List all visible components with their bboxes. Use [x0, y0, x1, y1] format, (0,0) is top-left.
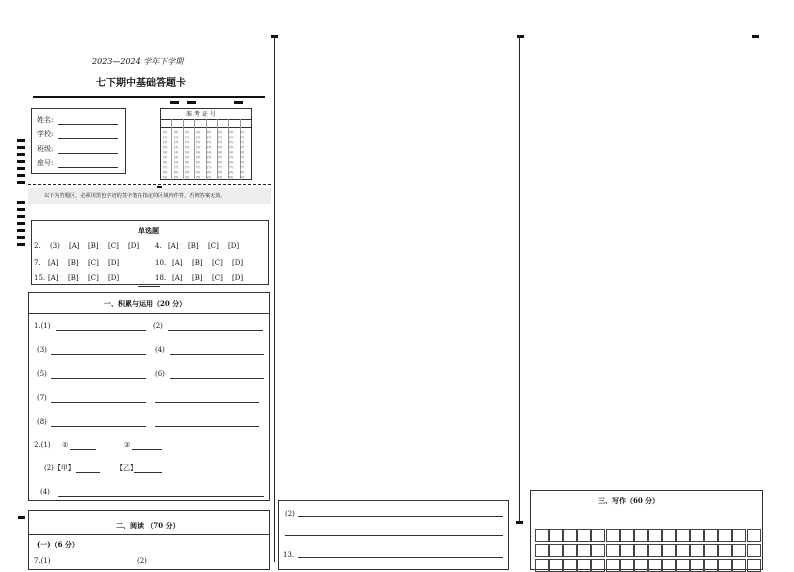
school-field[interactable]	[58, 138, 118, 139]
writing-cell[interactable]	[620, 529, 634, 542]
mc-option[interactable]: [D]	[232, 259, 244, 267]
q2-1-b-label: ②	[124, 441, 131, 449]
exam-id-digit[interactable]: [1]	[218, 135, 223, 139]
exam-id-digit[interactable]: [0]	[163, 130, 168, 134]
exam-id-digit[interactable]: [1]	[174, 135, 179, 139]
middle-label-1: (2)	[285, 510, 295, 518]
exam-id-digit[interactable]: [3]	[196, 145, 201, 149]
mc-option[interactable]: [C]	[212, 274, 223, 282]
registration-mark	[17, 222, 25, 225]
exam-id-digit[interactable]: [0]	[174, 130, 179, 134]
q2-1-a-label: ①	[62, 441, 69, 449]
cut-line	[28, 184, 271, 185]
exam-id-digit[interactable]: [9]	[196, 175, 201, 179]
writing-cell[interactable]	[718, 529, 732, 542]
writing-cell[interactable]	[577, 544, 591, 557]
q7-2-label: (2)	[137, 557, 147, 565]
exam-id-digit[interactable]: [7]	[163, 165, 168, 169]
q1-7b-field[interactable]	[155, 402, 259, 403]
q7-1-label: 7.(1)	[34, 557, 51, 565]
writing-cell[interactable]	[620, 559, 634, 572]
mc-question-number: 15.	[34, 274, 46, 282]
q1-3-field[interactable]	[51, 354, 146, 355]
writing-cell[interactable]	[577, 529, 591, 542]
exam-id-digit[interactable]: [0]	[207, 130, 212, 134]
notice-text: 以下为答题区，必须用黑色字迹的签字笔在指定的区域内作答，否则答案无效。	[44, 193, 226, 199]
registration-mark	[17, 201, 25, 204]
mc-question-number: 10.	[155, 259, 167, 267]
exam-id-digit[interactable]: [5]	[240, 155, 245, 159]
registration-mark	[17, 236, 25, 239]
exam-id-digit[interactable]: [2]	[174, 140, 179, 144]
exam-id-digit[interactable]: [8]	[174, 170, 179, 174]
q1-3-label: (3)	[37, 346, 47, 354]
section2-title: 二、阅读 （70 分）	[116, 521, 180, 530]
exam-id-digit[interactable]: [5]	[185, 155, 190, 159]
q1-1-label: 1.(1)	[34, 322, 51, 330]
q1-5-label: (5)	[37, 370, 47, 378]
exam-id-digit[interactable]: [3]	[240, 145, 245, 149]
exam-id-digit[interactable]: [8]	[240, 170, 245, 174]
exam-id-digit[interactable]: [4]	[240, 150, 245, 154]
exam-id-digit[interactable]: [9]	[207, 175, 212, 179]
writing-cell[interactable]	[732, 544, 746, 557]
writing-cell[interactable]	[747, 559, 761, 572]
exam-id-digit[interactable]: [8]	[218, 170, 223, 174]
exam-id-digit[interactable]: [3]	[218, 145, 223, 149]
writing-cell[interactable]	[549, 529, 563, 542]
exam-id-digit[interactable]: [2]	[218, 140, 223, 144]
writing-cell[interactable]	[676, 544, 690, 557]
writing-cell[interactable]	[732, 559, 746, 572]
mc-title: 单选题	[138, 226, 159, 235]
exam-id-digit[interactable]: [7]	[240, 165, 245, 169]
q1-8-label: (8)	[37, 418, 47, 426]
exam-id-digit[interactable]: [9]	[174, 175, 179, 179]
exam-id-digit[interactable]: [6]	[218, 160, 223, 164]
mc-question-number: 7.	[34, 259, 41, 267]
exam-id-digit[interactable]: [8]	[163, 170, 168, 174]
writing-cell[interactable]	[563, 544, 577, 557]
mc-option[interactable]: [B]	[68, 274, 79, 282]
q1-6-field[interactable]	[170, 378, 264, 379]
writing-cell[interactable]	[620, 544, 634, 557]
registration-mark	[17, 146, 25, 149]
exam-id-digit[interactable]: [7]	[218, 165, 223, 169]
section1-title-rule	[28, 313, 270, 314]
registration-mark	[17, 243, 25, 246]
registration-mark	[17, 160, 25, 163]
mc-small-rule	[138, 286, 160, 287]
position-mark	[187, 101, 196, 104]
mc-option[interactable]: [B]	[192, 274, 203, 282]
writing-cell[interactable]	[718, 559, 732, 572]
exam-id-digit[interactable]: [3]	[207, 145, 212, 149]
q1-2-field[interactable]	[168, 330, 263, 331]
exam-id-digit[interactable]: [5]	[174, 155, 179, 159]
exam-id-digit[interactable]: [2]	[207, 140, 212, 144]
writing-cell[interactable]	[676, 559, 690, 572]
writing-cell[interactable]	[634, 559, 648, 572]
exam-id-digit[interactable]: [4]	[218, 150, 223, 154]
exam-id-digit[interactable]: [1]	[196, 135, 201, 139]
writing-cell[interactable]	[676, 529, 690, 542]
exam-id-digit[interactable]: [9]	[185, 175, 190, 179]
writing-cell[interactable]	[606, 544, 620, 557]
section2-sub: (一)（6 分）	[37, 540, 79, 549]
q2-2-label: (2)【甲】	[44, 464, 75, 472]
exam-id-digit[interactable]: [6]	[229, 160, 234, 164]
mc-option[interactable]: [C]	[212, 259, 223, 267]
q1-4-field[interactable]	[170, 354, 264, 355]
exam-id-digit[interactable]: [4]	[229, 150, 234, 154]
exam-id-col-divider	[171, 119, 172, 180]
exam-id-digit[interactable]: [0]	[185, 130, 190, 134]
mc-option[interactable]: [C]	[208, 242, 219, 250]
mc-option[interactable]: [A]	[168, 242, 179, 250]
writing-cell[interactable]	[577, 559, 591, 572]
exam-id-digit[interactable]: [8]	[185, 170, 190, 174]
exam-id-digit[interactable]: [0]	[196, 130, 201, 134]
q2-2-a-field[interactable]	[76, 472, 100, 473]
registration-mark	[17, 229, 25, 232]
exam-id-digit[interactable]: [5]	[229, 155, 234, 159]
writing-cell[interactable]	[563, 559, 577, 572]
exam-id-digit[interactable]: [7]	[185, 165, 190, 169]
exam-id-digit[interactable]: [3]	[174, 145, 179, 149]
registration-mark	[17, 174, 25, 177]
q2-4-label: (4)	[40, 488, 50, 496]
writing-cell[interactable]	[634, 544, 648, 557]
writing-cell[interactable]	[591, 559, 605, 572]
registration-mark	[17, 208, 25, 211]
exam-id-digit[interactable]: [9]	[218, 175, 223, 179]
exam-id-digit[interactable]: [2]	[196, 140, 201, 144]
writing-cell[interactable]	[704, 544, 718, 557]
exam-id-digit[interactable]: [5]	[196, 155, 201, 159]
mc-option[interactable]: [C]	[88, 274, 99, 282]
position-mark	[516, 521, 523, 524]
writing-cell[interactable]	[549, 544, 563, 557]
exam-id-digit[interactable]: [2]	[229, 140, 234, 144]
writing-cell[interactable]	[718, 544, 732, 557]
column-divider-1	[274, 35, 275, 562]
class-field[interactable]	[58, 153, 118, 154]
exam-id-digit[interactable]: [1]	[240, 135, 245, 139]
exam-id-digit[interactable]: [0]	[218, 130, 223, 134]
exam-id-digit[interactable]: [2]	[185, 140, 190, 144]
exam-id-digit[interactable]: [0]	[229, 130, 234, 134]
q1-6-label: (6)	[155, 370, 165, 378]
exam-id-digit[interactable]: [6]	[196, 160, 201, 164]
writing-cell[interactable]	[648, 529, 662, 542]
mc-question-number: (3)	[50, 242, 60, 250]
exam-id-digit[interactable]: [1]	[229, 135, 234, 139]
position-mark	[234, 101, 243, 104]
q1-8b-field[interactable]	[155, 426, 259, 427]
writing-cell[interactable]	[549, 559, 563, 572]
exam-id-digit[interactable]: [4]	[163, 150, 168, 154]
name-field[interactable]	[58, 124, 118, 125]
exam-id-digit[interactable]: [1]	[163, 135, 168, 139]
mc-option[interactable]: [B]	[88, 242, 99, 250]
mc-option[interactable]: [D]	[232, 274, 244, 282]
exam-id-digit[interactable]: [6]	[185, 160, 190, 164]
class-label: 班级:	[37, 145, 54, 153]
exam-id-digit[interactable]: [6]	[207, 160, 212, 164]
page-title: 七下期中基础答题卡	[96, 78, 186, 89]
column-divider-2	[519, 35, 520, 523]
exam-id-digit[interactable]: [4]	[185, 150, 190, 154]
registration-mark	[17, 167, 25, 170]
writing-cell[interactable]	[606, 529, 620, 542]
mc-option[interactable]: [C]	[88, 259, 99, 267]
exam-id-digit[interactable]: [1]	[185, 135, 190, 139]
exam-id-digit[interactable]: [7]	[196, 165, 201, 169]
exam-id-digit[interactable]: [3]	[185, 145, 190, 149]
writing-cell[interactable]	[704, 529, 718, 542]
q1-2-label: (2)	[153, 322, 163, 330]
mc-option[interactable]: [B]	[188, 242, 199, 250]
registration-mark	[17, 153, 25, 156]
q2-2-b-label: 【乙】	[116, 464, 137, 472]
exam-id-digit[interactable]: [9]	[163, 175, 168, 179]
writing-cell[interactable]	[591, 544, 605, 557]
writing-cell[interactable]	[563, 529, 577, 542]
q2-1-a-field[interactable]	[70, 449, 96, 450]
middle-field-1[interactable]	[298, 516, 503, 517]
exam-id-digit[interactable]: [8]	[196, 170, 201, 174]
section3-title: 三、写作（60 分）	[598, 496, 660, 505]
exam-id-digit[interactable]: [3]	[229, 145, 234, 149]
registration-mark	[17, 139, 25, 142]
q1-1-field[interactable]	[56, 330, 146, 331]
mc-question-number: 2.	[34, 242, 41, 250]
exam-id-digit[interactable]: [8]	[207, 170, 212, 174]
exam-id-digit[interactable]: [9]	[229, 175, 234, 179]
mc-option[interactable]: [C]	[108, 242, 119, 250]
writing-cell[interactable]	[535, 529, 549, 542]
writing-cell[interactable]	[535, 559, 549, 572]
writing-cell[interactable]	[732, 529, 746, 542]
exam-id-label: 准 考 证 号	[186, 111, 216, 118]
exam-id-digit[interactable]: [0]	[240, 130, 245, 134]
mc-option[interactable]: [D]	[108, 259, 120, 267]
exam-id-digit[interactable]: [9]	[240, 175, 245, 179]
middle-field-2[interactable]	[285, 535, 503, 536]
writing-cell[interactable]	[606, 559, 620, 572]
registration-mark	[17, 215, 25, 218]
middle-field-3[interactable]	[298, 557, 503, 558]
school-label: 学校:	[37, 130, 54, 138]
q2-1-b-field[interactable]	[132, 449, 162, 450]
writing-cell[interactable]	[634, 529, 648, 542]
title-rule	[33, 96, 265, 98]
exam-id-digit[interactable]: [7]	[229, 165, 234, 169]
exam-id-digit[interactable]: [5]	[163, 155, 168, 159]
exam-id-digit[interactable]: [6]	[240, 160, 245, 164]
mc-option[interactable]: [A]	[69, 242, 80, 250]
exam-id-digit[interactable]: [7]	[207, 165, 212, 169]
position-mark	[18, 516, 25, 519]
exam-id-digit[interactable]: [3]	[163, 145, 168, 149]
writing-cell[interactable]	[704, 559, 718, 572]
writing-cell[interactable]	[662, 544, 676, 557]
year-line: 2023—2024 学年下学期	[92, 57, 184, 66]
section2-title-rule	[28, 534, 270, 535]
mc-option[interactable]: [B]	[192, 259, 203, 267]
writing-cell[interactable]	[662, 529, 676, 542]
q1-4-label: (4)	[155, 346, 165, 354]
writing-cell[interactable]	[648, 559, 662, 572]
section1-title: 一、积累与运用（20 分）	[104, 299, 187, 308]
mc-option[interactable]: [A]	[172, 274, 183, 282]
mc-question-number: 4.	[155, 242, 162, 250]
position-mark	[170, 101, 179, 104]
exam-id-digit[interactable]: [2]	[163, 140, 168, 144]
q1-7-field[interactable]	[51, 402, 146, 403]
writing-cell[interactable]	[690, 529, 704, 542]
exam-id-digit[interactable]: [7]	[174, 165, 179, 169]
mc-option[interactable]: [A]	[48, 259, 59, 267]
exam-id-col-divider	[183, 119, 184, 180]
writing-cell[interactable]	[747, 529, 761, 542]
exam-id-digit[interactable]: [4]	[207, 150, 212, 154]
writing-cell[interactable]	[648, 544, 662, 557]
name-label: 姓名:	[37, 116, 54, 124]
seat-field[interactable]	[58, 167, 118, 168]
exam-id-digit[interactable]: [1]	[207, 135, 212, 139]
writing-cell[interactable]	[747, 544, 761, 557]
writing-cell[interactable]	[591, 529, 605, 542]
mc-option[interactable]: [D]	[128, 242, 140, 250]
writing-cell[interactable]	[662, 559, 676, 572]
writing-cell[interactable]	[690, 559, 704, 572]
exam-id-digit[interactable]: [2]	[240, 140, 245, 144]
position-mark	[752, 35, 759, 38]
writing-cell[interactable]	[535, 544, 549, 557]
exam-id-digit[interactable]: [8]	[229, 170, 234, 174]
registration-mark	[17, 181, 25, 184]
q2-4-field[interactable]	[58, 496, 264, 497]
writing-cell[interactable]	[690, 544, 704, 557]
middle-label-2: 13.	[283, 551, 295, 559]
mc-option[interactable]: [D]	[108, 274, 120, 282]
q1-8-field[interactable]	[51, 426, 146, 427]
exam-id-digit[interactable]: [5]	[218, 155, 223, 159]
q1-7-label: (7)	[37, 394, 47, 402]
exam-id-digit[interactable]: [6]	[174, 160, 179, 164]
mc-option[interactable]: [A]	[172, 259, 183, 267]
mc-option[interactable]: [A]	[48, 274, 59, 282]
exam-id-digit[interactable]: [5]	[207, 155, 212, 159]
q2-2-b-field[interactable]	[134, 472, 162, 473]
q2-1-label: 2.(1)	[34, 441, 51, 449]
mc-option[interactable]: [D]	[228, 242, 240, 250]
q1-5-field[interactable]	[51, 378, 146, 379]
mc-option[interactable]: [B]	[68, 259, 79, 267]
seat-label: 座号:	[37, 159, 54, 167]
mc-question-number: 18.	[155, 274, 167, 282]
exam-id-digit[interactable]: [6]	[163, 160, 168, 164]
exam-id-digit[interactable]: [4]	[174, 150, 179, 154]
exam-id-digit[interactable]: [4]	[196, 150, 201, 154]
